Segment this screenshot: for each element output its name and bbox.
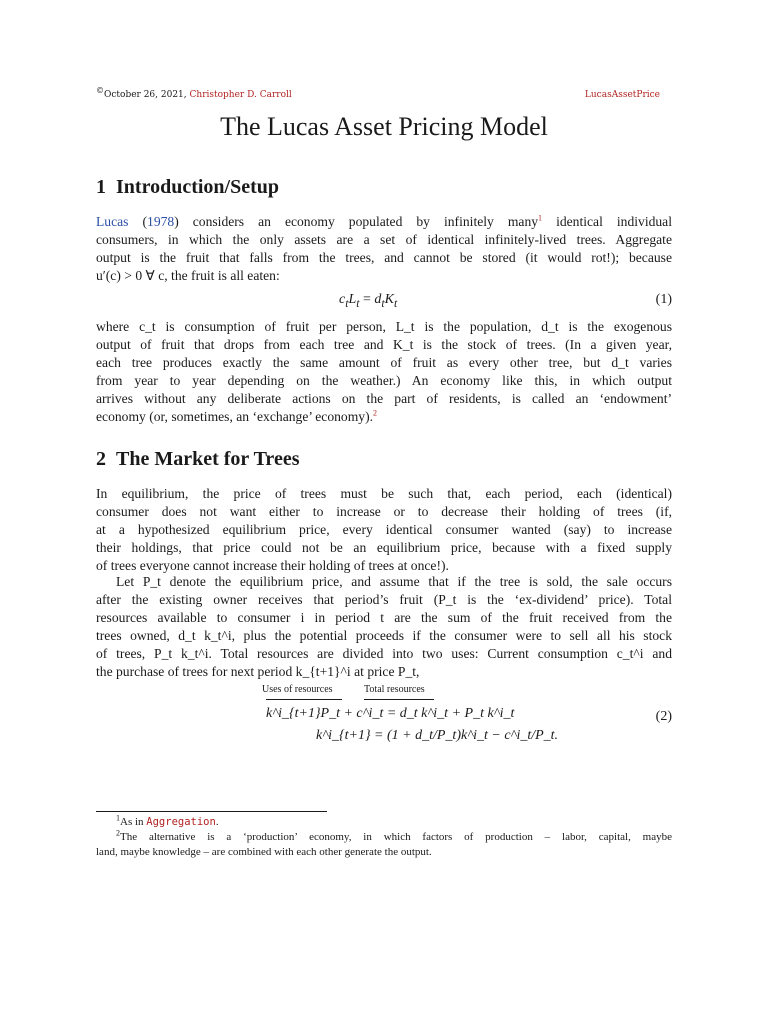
para-line: output of fruit that drops from each tree and K_t is the stock of trees. (In a given year, (96, 337, 672, 352)
para-line: at a hypothesized equilibrium price, every identical consumer wanted (say) to increase (96, 522, 672, 537)
para-line: In equilibrium, the price of trees must be such that, each period, each (identical) (96, 486, 672, 501)
cite-year-link[interactable]: 1978 (147, 214, 175, 229)
para-line: trees owned, d_t k_t^i, plus the potential proceeds if the consumer were to sell all his stock (96, 628, 672, 643)
intro-paragraph: Lucas (1978) considers an economy populated by infinitely many$^1$ identical individual consumers, in which the only assets are a set of identical infinitely-lived trees. Aggregate output is the fruit that falls from the trees, and cannot be stored (it would rot!); because u′(c) > 0 ∀ c, the fruit is all eaten: (96, 213, 672, 283)
section-number: 2 (96, 448, 106, 470)
para-line: of trees everyone cannot increase their holding of trees at once!). (96, 558, 449, 573)
market-paragraph-2 (96, 573, 672, 681)
equation-2 (96, 684, 672, 754)
para-line: of trees, P_t k_t^i. Total resources are divided into two uses: Current consumption c_t^i and (96, 646, 672, 661)
market-paragraph-1 (96, 485, 672, 575)
para-line: from year to year depending on the weather.) An economy like this, in which output (96, 373, 672, 388)
para-line: consumer does not want either to increase or to decrease their holding of trees (if, (96, 504, 672, 519)
section-1-heading (96, 176, 279, 199)
footnote-mark: 1 (116, 813, 120, 823)
page-title: The Lucas Asset Pricing Model (220, 112, 548, 141)
para-line: their holdings, that price could not be an equilibrium price, because with a fixed supply (96, 540, 672, 555)
overbrace-total (364, 699, 434, 705)
para-line: where c_t is consumption of fruit per person, L_t is the population, d_t is the exogenous (96, 319, 672, 334)
footnote-text: . (215, 816, 219, 828)
footnote-text: As in (120, 816, 147, 828)
footnote-ref-1[interactable]: 1 (538, 213, 543, 223)
cite-author-link[interactable]: Lucas (96, 214, 129, 229)
footnote-ref-2[interactable]: 2 (373, 408, 378, 418)
equation-number: (1) (655, 292, 672, 307)
header-date: October 26, 2021, (104, 90, 187, 100)
overbrace-uses (266, 699, 342, 705)
after-equation-1-paragraph (96, 318, 672, 426)
intro-text: considers an economy populated by infinitely many (192, 214, 539, 229)
section-title: The Market for Trees (116, 448, 300, 470)
para-line: each tree produces exactly the same amount of fruit as every other tree, but d_t varies (96, 355, 672, 370)
footnote-text: The alternative is a ‘production’ economy, in which factors of production – labor, capital, maybe (120, 831, 672, 843)
para-line: Let P_t denote the equilibrium price, and assume that if the tree is sold, the sale occurs (116, 574, 672, 589)
footnote-1 (96, 815, 672, 830)
handout-link[interactable]: LucasAssetPrice (584, 90, 660, 100)
section-2-heading (96, 448, 299, 471)
equation-2-row-1: k^i_{t+1}P_t + c^i_t = d_t k^i_t + P_t k^i_t (266, 706, 515, 721)
header-left (96, 86, 292, 100)
para-line: resources available to consumer i in period t are the sum of the fruit received from the (96, 610, 672, 625)
para-line: the purchase of trees for next period k_{t+1}^i at price P_t, (96, 664, 420, 679)
intro-line: consumers, in which the only assets are a set of identical infinitely-lived trees. Aggregate (96, 232, 672, 247)
footnote-text: land, maybe knowledge – are combined with each other generate the output. (96, 846, 432, 858)
intro-line: output is the fruit that falls from the trees, and cannot be stored (it would rot!); because (96, 250, 672, 265)
footnote-rule (96, 811, 327, 812)
equation-2-row-2: k^i_{t+1} = (1 + d_t/P_t)k^i_t − c^i_t/P_t. (316, 728, 559, 743)
brace-label-total: Total resources (364, 684, 425, 695)
footnote-2 (96, 830, 672, 860)
para-line: after the existing owner receives that period’s fruit (P_t is the ‘ex-dividend’ price). Total (96, 592, 672, 607)
copyright-mark: © (96, 86, 104, 95)
aggregation-link[interactable]: Aggregation (146, 816, 216, 828)
section-title: Introduction/Setup (116, 176, 280, 198)
footnote-mark: 2 (116, 828, 120, 838)
intro-text: identical individual (556, 214, 672, 229)
equation-number: (2) (655, 709, 672, 724)
section-number: 1 (96, 176, 106, 198)
author-link[interactable]: Christopher D. Carroll (189, 90, 292, 100)
equation-1-body: $c_tL_t = d_tK_t$ (339, 292, 398, 310)
para-line: economy (or, sometimes, an ‘exchange’ economy). (96, 409, 374, 424)
brace-label-uses: Uses of resources (262, 684, 333, 695)
intro-line: u′(c) > 0 ∀ c, the fruit is all eaten: (96, 268, 280, 283)
para-line: arrives without any deliberate actions on the part of residents, is called an ‘endowment’ (96, 391, 672, 406)
